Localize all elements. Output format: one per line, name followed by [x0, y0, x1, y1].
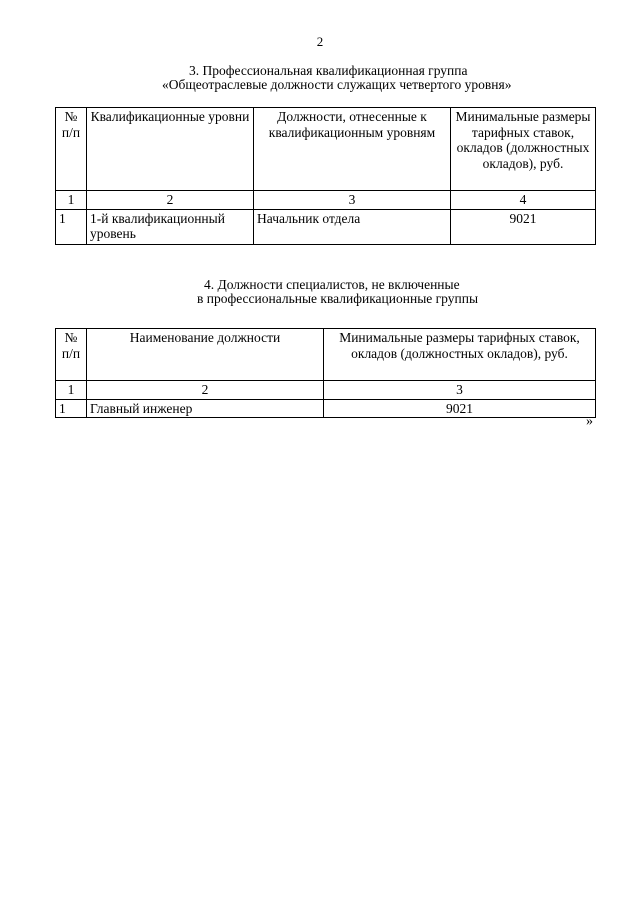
header-cell-levels: Квалификационные уровни — [87, 108, 254, 191]
section4-title-line2: в профессиональные квалификационные группы — [197, 291, 479, 306]
column-number-cell: 1 — [56, 381, 87, 400]
header-cell-salary: Минимальные размеры тарифных ставок, окладов (должностных окладов), руб. — [324, 329, 596, 381]
column-number-row — [56, 381, 596, 400]
row-number-cell: 1 — [56, 209, 87, 244]
header-cell-position-name: Наименование должности — [87, 329, 324, 381]
section3-title-line1: 3. Профессиональная квалификационная группа — [189, 63, 468, 78]
table-row — [56, 399, 596, 418]
row-level-cell: 1-й квалификационный уровень — [87, 209, 254, 244]
column-number-cell: 4 — [451, 191, 596, 210]
column-number-cell: 2 — [87, 381, 324, 400]
page-number: 2 — [316, 34, 324, 49]
row-salary-cell: 9021 — [451, 209, 596, 244]
row-position-cell: Начальник отдела — [254, 209, 451, 244]
column-number-cell: 1 — [56, 191, 87, 210]
header-cell-salary: Минимальные размеры тарифных ставок, окладов (должностных окладов), руб. — [451, 108, 596, 191]
closing-quote: » — [586, 414, 593, 429]
section4-title-line1: 4. Должности специалистов, не включенные — [204, 277, 460, 292]
header-cell-number: № п/п — [56, 329, 87, 381]
header-cell-number: № п/п — [56, 108, 87, 191]
column-number-cell: 3 — [324, 381, 596, 400]
row-salary-cell: 9021 — [324, 399, 596, 418]
row-position-cell: Главный инженер — [87, 399, 324, 418]
column-number-row — [56, 191, 596, 210]
section3-title-line2: «Общеотраслевые должности служащих четвертого уровня» — [162, 77, 512, 92]
table-header-row — [56, 108, 596, 191]
column-number-cell: 3 — [254, 191, 451, 210]
header-cell-positions: Должности, отнесенные к квалификационным уровням — [254, 108, 451, 191]
row-number-cell: 1 — [56, 399, 87, 418]
table-row — [56, 209, 596, 244]
column-number-cell: 2 — [87, 191, 254, 210]
section3-table — [55, 107, 596, 245]
table-header-row — [56, 329, 596, 381]
section4-table — [55, 328, 596, 418]
